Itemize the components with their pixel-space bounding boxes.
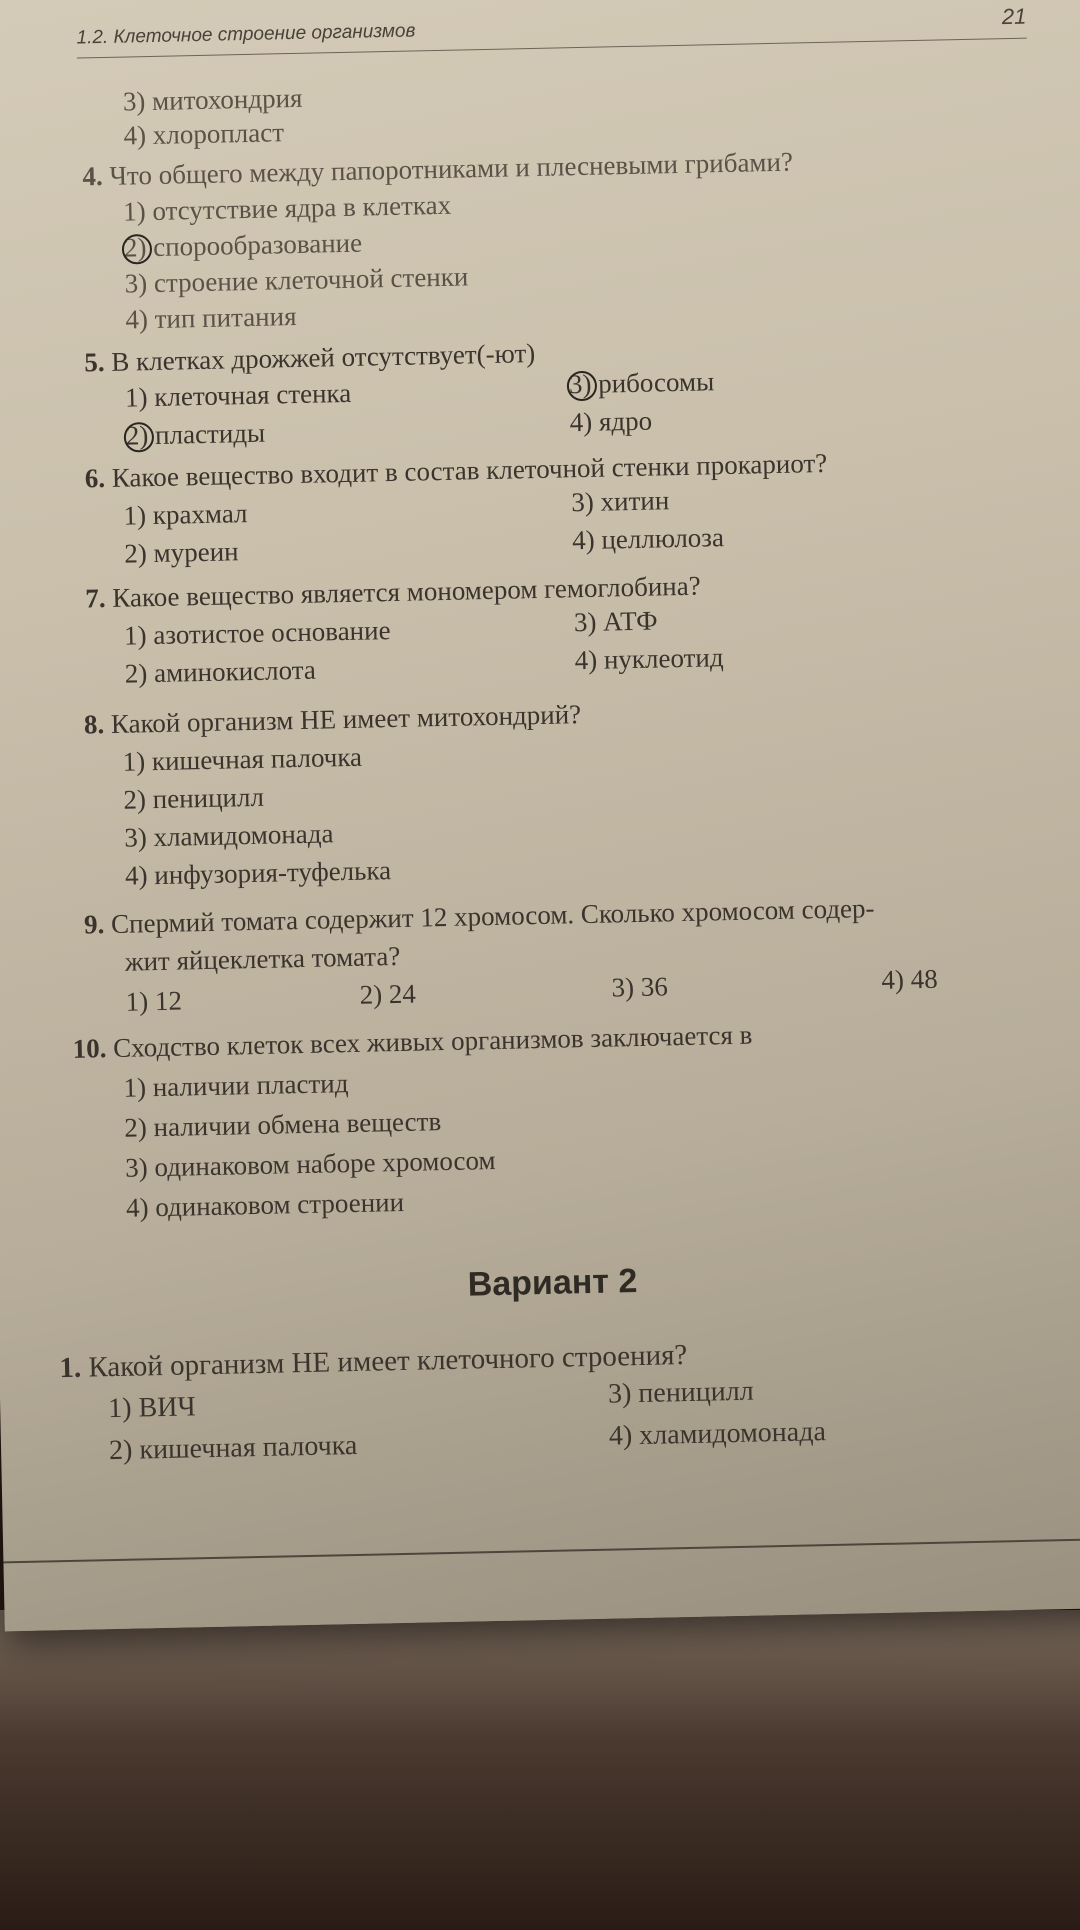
q4-option-2: 2) спорообразование [123,227,363,263]
question-8 [84,699,582,740]
q9-option-2: 2) 24 [359,978,417,1010]
question-text: Сходство клеток всех живых организмов заключается в [112,1019,753,1063]
question-text: Какое вещество является мономером гемоглобина? [111,570,701,613]
question-5 [84,338,535,378]
q6-option-3: 3) хитин [571,485,670,518]
variant2-question-1 [59,1339,688,1385]
v2q1-option-3: 3) пеницилл [607,1375,754,1410]
q10-option-3: 3) одинаковом наборе хромосом [124,1144,496,1183]
question-text: Какой организм НЕ имеет митохондрий? [110,699,582,739]
q8-option-2: 2) пеницилл [123,781,265,815]
table-surface [0,1610,1080,1930]
q6-option-2: 2) муреин [124,536,239,569]
question-number: 5. [84,347,105,378]
question-text: В клетках дрожжей отсутствует(-ют) [111,337,536,377]
q7-option-4: 4) нуклеотид [574,642,724,676]
q6-option-4: 4) целлюлоза [571,522,725,556]
question-text-line-2: жит яйцеклетка томата? [124,940,401,977]
q7-option-3: 3) АТФ [573,605,658,638]
page-number: 21 [1001,3,1027,30]
question-10 [72,1020,752,1065]
option-prev-4: 4) хлоропласт [123,117,285,151]
v2q1-option-4: 4) хламидомонада [608,1416,827,1452]
question-number: 6. [84,463,106,494]
q7-option-2: 2) аминокислота [124,654,317,689]
running-header [76,3,1027,58]
q10-option-1: 1) наличии пластид [123,1068,349,1103]
variant-heading: Вариант 2 [467,1262,638,1304]
question-text: Что общего между папоротниками и плесневыми грибами? [109,146,794,191]
q5-option-2: 2) пластиды [125,417,266,451]
question-text: Какое вещество входит в состав клеточной стенки прокариот? [111,447,828,493]
v2q1-option-2: 2) кишечная палочка [108,1429,358,1467]
q5-option-4: 4) ядро [569,405,653,438]
q8-option-3: 3) хламидомонада [123,818,334,853]
question-4 [82,147,793,193]
question-text: Какой организм НЕ имеет клеточного строения? [88,1339,688,1384]
q4-option-3: 3) строение клеточной стенки [124,261,469,299]
q8-option-1: 1) кишечная палочка [122,741,363,777]
q6-option-1: 1) крахмал [123,498,248,531]
page-bottom-rule [3,1538,1080,1563]
q10-option-4: 4) одинаковом строении [125,1186,405,1223]
v2q1-option-1: 1) ВИЧ [107,1391,196,1425]
q4-option-4: 4) тип питания [125,300,297,335]
question-number: 9. [83,909,105,940]
q9-option-1: 1) 12 [125,985,183,1017]
q9-option-3: 3) 36 [611,971,669,1003]
q4-option-1: 1) отсутствие ядра в клетках [122,189,452,227]
q5-option-1: 1) клеточная стенка [124,377,352,413]
question-number: 8. [83,709,105,740]
question-number: 10. [72,1033,107,1064]
question-number: 4. [82,160,103,192]
section-title: 1.2. Клеточное строение организмов [76,20,416,49]
option-prev-3: 3) митохондрия [122,82,303,117]
question-number: 1. [59,1351,82,1385]
q9-option-4: 4) 48 [881,963,938,995]
question-text-line-1: Спермий томата содержит 12 хромосом. Сколько хромосом содер- [110,892,875,939]
question-9 [84,893,875,941]
question-number: 7. [84,583,106,614]
q7-option-1: 1) азотистое основание [123,615,391,651]
question-6 [84,448,827,495]
q10-option-2: 2) наличии обмена веществ [124,1106,442,1143]
q8-option-4: 4) инфузория-туфелька [124,855,392,891]
q5-option-3: 3) рибосомы [568,366,715,400]
